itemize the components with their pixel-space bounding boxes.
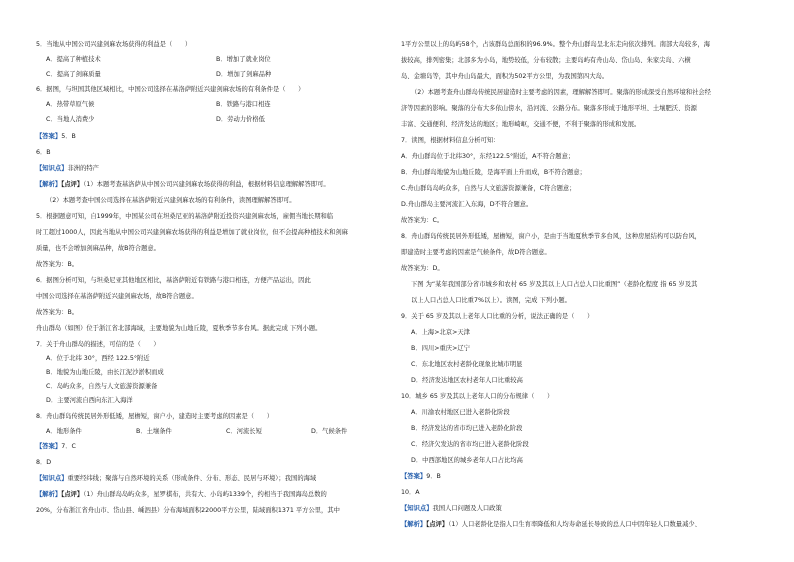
q10-option-a: A．川渝农村地区已进入老龄化阶段 bbox=[411, 409, 510, 416]
q6-option-c: C．当地人消费少 bbox=[46, 116, 95, 123]
answer-line-c bbox=[401, 472, 441, 481]
q10-stem: 10．城乡 65 岁及其以上老年人口的分布规律（ ） bbox=[401, 393, 554, 400]
q10-option-d: D．中西部地区的城乡老年人口占比均高 bbox=[411, 457, 523, 464]
explain-6-line-2: 中国公司选择在基洛萨附近兴建剑麻农场，故B符合题意。 bbox=[36, 293, 198, 300]
explain-6-line-1: 6．据图分析可知，与坦桑尼亚其他地区相比，基洛萨附近有铁路与港口相连，方便产品运出，因此 bbox=[36, 277, 311, 284]
explain-7-intro: 7．读图，根据材料信息分析可知： bbox=[401, 137, 500, 144]
q5-option-a: A．提高了种植技术 bbox=[46, 56, 101, 63]
q7-option-d: D．主要河流自西向东汇入海洋 bbox=[46, 397, 133, 404]
answer-text: 9．B bbox=[426, 473, 441, 480]
q10-option-b: B．经济发达的省市均已进入老龄化阶段 bbox=[411, 425, 523, 432]
knowledge-point-c bbox=[401, 504, 502, 513]
knowledge-point bbox=[36, 164, 99, 173]
knowledge-text: 非洲的特产 bbox=[67, 165, 99, 172]
passage-intro: 舟山群岛（如图）位于浙江省北部海域，主要地貌为山地丘陵，夏秋季节多台风。据此完成 下列小题。 bbox=[36, 325, 322, 332]
explain-line-5: 济等因素的影响。聚落的分布大多依山傍水，沿河流、公路分布。聚落多形成于地形平坦、土壤肥沃、资源 bbox=[401, 105, 697, 112]
explain-7-a: A．舟山群岛位于北纬30°，东经122.5°附近，A不符合题意； bbox=[401, 153, 575, 160]
q8-option-b: B．土壤条件 bbox=[136, 428, 172, 435]
analysis-tag: 【解析】 bbox=[36, 491, 62, 498]
q9-stem: 9．关于 65 岁及其以上老年人口比重的分析，说法正确的是（ ） bbox=[401, 313, 594, 320]
answer-line-b2: 8．D bbox=[36, 459, 52, 466]
explain-line-1: 1平方公里以上的岛屿58个，占该群岛总面积的96.9%。整个舟山群岛呈北东走向依次排列。南部大岛较多，海 bbox=[401, 41, 711, 48]
analysis-tag: 【解析】 bbox=[36, 181, 62, 188]
explain-5-line-2: 时工超过1000人，因此当地从中国公司兴建剑麻农场获得的利益是增加了就业岗位，但不会提高种植技术和剑麻 bbox=[36, 229, 348, 236]
analysis-text: （1）人口老龄化是指人口生育率降低和人均寿命延长导致的总人口中因年轻人口数量减少、 bbox=[448, 521, 701, 528]
knowledge-tag: 【知识点】 bbox=[401, 505, 433, 512]
q6-option-b: B．铁路与港口相连 bbox=[216, 101, 271, 108]
answer-line-2: 6．B bbox=[36, 149, 51, 156]
q7-option-c: C．岛屿众多，自然与人文旅游资源兼备 bbox=[46, 383, 158, 390]
analysis-line bbox=[36, 180, 330, 189]
explain-line-2: 拔较高，排列密集；北部多为小岛，地势较低，分布较散；主要岛屿有舟山岛、岱山岛、朱家尖岛、六横 bbox=[401, 57, 691, 64]
q6-stem: 6．据图，与坦国其他区域相比，中国公司选择在基洛萨附近兴建剑麻农场的有利条件是（ ） bbox=[36, 86, 305, 93]
analysis-line-2: （2）本题考查中国公司选择在基洛萨附近兴建剑麻农场的有利条件，读图理解解答即可。 bbox=[46, 197, 296, 204]
q8-stem: 8．舟山群岛传统民居外形低矮，屋檐短，窗户小，建造时主要考虑的因素是（ ） bbox=[36, 413, 273, 420]
q9-option-b: B．四川>重庆>辽宁 bbox=[411, 345, 470, 352]
q7-option-a: A．位于北纬 30°，西经 122.5°附近 bbox=[46, 355, 150, 362]
q5-option-c: C．提高了剑麻质量 bbox=[46, 71, 101, 78]
explain-5-answer: 故答案为：B。 bbox=[36, 261, 79, 268]
analysis-text: （1）本题考查基洛萨从中国公司兴建剑麻农场获得的利益，根据材料信息理解解答即可。 bbox=[83, 181, 330, 188]
answer-tag: 【答案】 bbox=[401, 473, 427, 480]
answer-line-b bbox=[36, 442, 76, 451]
q8-option-c: C．河流长短 bbox=[226, 428, 262, 435]
answer-line bbox=[36, 132, 76, 141]
q8-option-a: A．地形条件 bbox=[46, 428, 82, 435]
explain-8-line-1: 8．舟山群岛传统民居外形低矮，屋檐短，窗户小，是由于当地夏秋季节多台风，这种房屋结构可以防台风， bbox=[401, 233, 701, 240]
comment-tag: 【点评】 bbox=[61, 181, 84, 188]
explain-7-b: B．舟山群岛地貌为山地丘陵，是海平面上升而成，B不符合题意； bbox=[401, 169, 586, 176]
explain-5-line-1: 5．根据题意可知，自1999年，中国某公司在坦桑尼亚的基洛萨附近投资兴建剑麻农场，雇佣当地长期和临 bbox=[36, 213, 334, 220]
explain-8-answer: 故答案为：D。 bbox=[401, 265, 444, 272]
q5-stem: 5．当地从中国公司兴建剑麻农场获得的利益是（ ） bbox=[36, 41, 192, 48]
knowledge-text: 重要经纬线；聚落与自然环境的关系（形成条件、分布、形态、民居与环境）；我国的海域 bbox=[67, 475, 317, 482]
explain-8-line-2: 即建造时主要考虑的因素是气候条件，故D符合题意。 bbox=[401, 249, 551, 256]
answer-text: 5．B bbox=[61, 133, 76, 140]
explain-line-4: （2）本题考查舟山群岛传统民居建造时主要考虑的因素，理解解答即可。聚落的形成深受自然环境和社会经 bbox=[411, 89, 711, 96]
figure-intro-1: 下图 为“某年我国部分省市城乡和农村 65 岁及其以上人口占总人口比重图”（老龄化程度 指 65 岁及其 bbox=[411, 281, 698, 288]
answer-tag: 【答案】 bbox=[36, 443, 62, 450]
explain-line-3: 岛、金塘岛等，其中舟山岛最大，面积为502平方公里，为我国第四大岛。 bbox=[401, 73, 609, 80]
comment-tag: 【点评】 bbox=[426, 521, 449, 528]
analysis-text: （1）舟山群岛岛屿众多，星罗棋布，共有大、小岛屿1339个，约相当于我国海岛总数的 bbox=[83, 491, 327, 498]
knowledge-tag: 【知识点】 bbox=[36, 165, 68, 172]
explain-7-d: D.舟山群岛主要河流汇入东海，D不符合题意。 bbox=[401, 201, 533, 208]
q6-option-a: A．热带草原气候 bbox=[46, 101, 95, 108]
comment-tag: 【点评】 bbox=[61, 491, 84, 498]
answer-text: 7．C bbox=[61, 443, 76, 450]
analysis-line-b2: 20%，分布浙江省舟山市、岱山县、嵊泗县）分布海域面积22000平方公里，陆域面积1371 平方公里，其中 bbox=[36, 507, 340, 514]
q7-option-b: B．地貌为山地丘陵，由长江泥沙淤积而成 bbox=[46, 369, 164, 376]
explain-5-line-3: 质量，也不会增加剑麻品种，故B符合题意。 bbox=[36, 245, 160, 252]
explain-7-c: C.舟山群岛岛屿众多，自然与人文旅游资源兼备，C符合题意； bbox=[401, 185, 576, 192]
explain-7-answer: 故答案为：C。 bbox=[401, 217, 444, 224]
knowledge-text: 我国人口问题及人口政策 bbox=[432, 505, 502, 512]
q9-option-d: D．经济发达地区农村老年人口比重较高 bbox=[411, 377, 523, 384]
analysis-line-b bbox=[36, 490, 327, 499]
q6-option-d: D．劳动力价格低 bbox=[216, 116, 265, 123]
q9-option-c: C．东北地区农村老龄化现象比城市明显 bbox=[411, 361, 523, 368]
analysis-line-c bbox=[401, 520, 701, 529]
knowledge-point-b bbox=[36, 474, 316, 483]
answer-line-c2: 10．A bbox=[401, 489, 420, 496]
q8-option-d: D．气候条件 bbox=[311, 428, 348, 435]
q5-option-d: D．增加了剑麻品种 bbox=[216, 71, 272, 78]
figure-intro-2: 以上人口占总人口比重7%以上）。读图，完成 下列小题。 bbox=[411, 297, 571, 304]
q7-stem: 7．关于舟山群岛的描述，可信的是（ ） bbox=[36, 341, 160, 348]
q10-option-c: C．经济欠发达的省市均已进入老龄化阶段 bbox=[411, 441, 529, 448]
explain-line-6: 丰富、交通便利、经济发达的地区；地形崎岖，交通不便，不利于聚落的形成和发展。 bbox=[401, 121, 641, 128]
answer-tag: 【答案】 bbox=[36, 133, 62, 140]
analysis-tag: 【解析】 bbox=[401, 521, 427, 528]
knowledge-tag: 【知识点】 bbox=[36, 475, 68, 482]
explain-6-answer: 故答案为：B。 bbox=[36, 309, 79, 316]
q9-option-a: A．上海>北京>天津 bbox=[411, 329, 470, 336]
q5-option-b: B．增加了就业岗位 bbox=[216, 56, 271, 63]
